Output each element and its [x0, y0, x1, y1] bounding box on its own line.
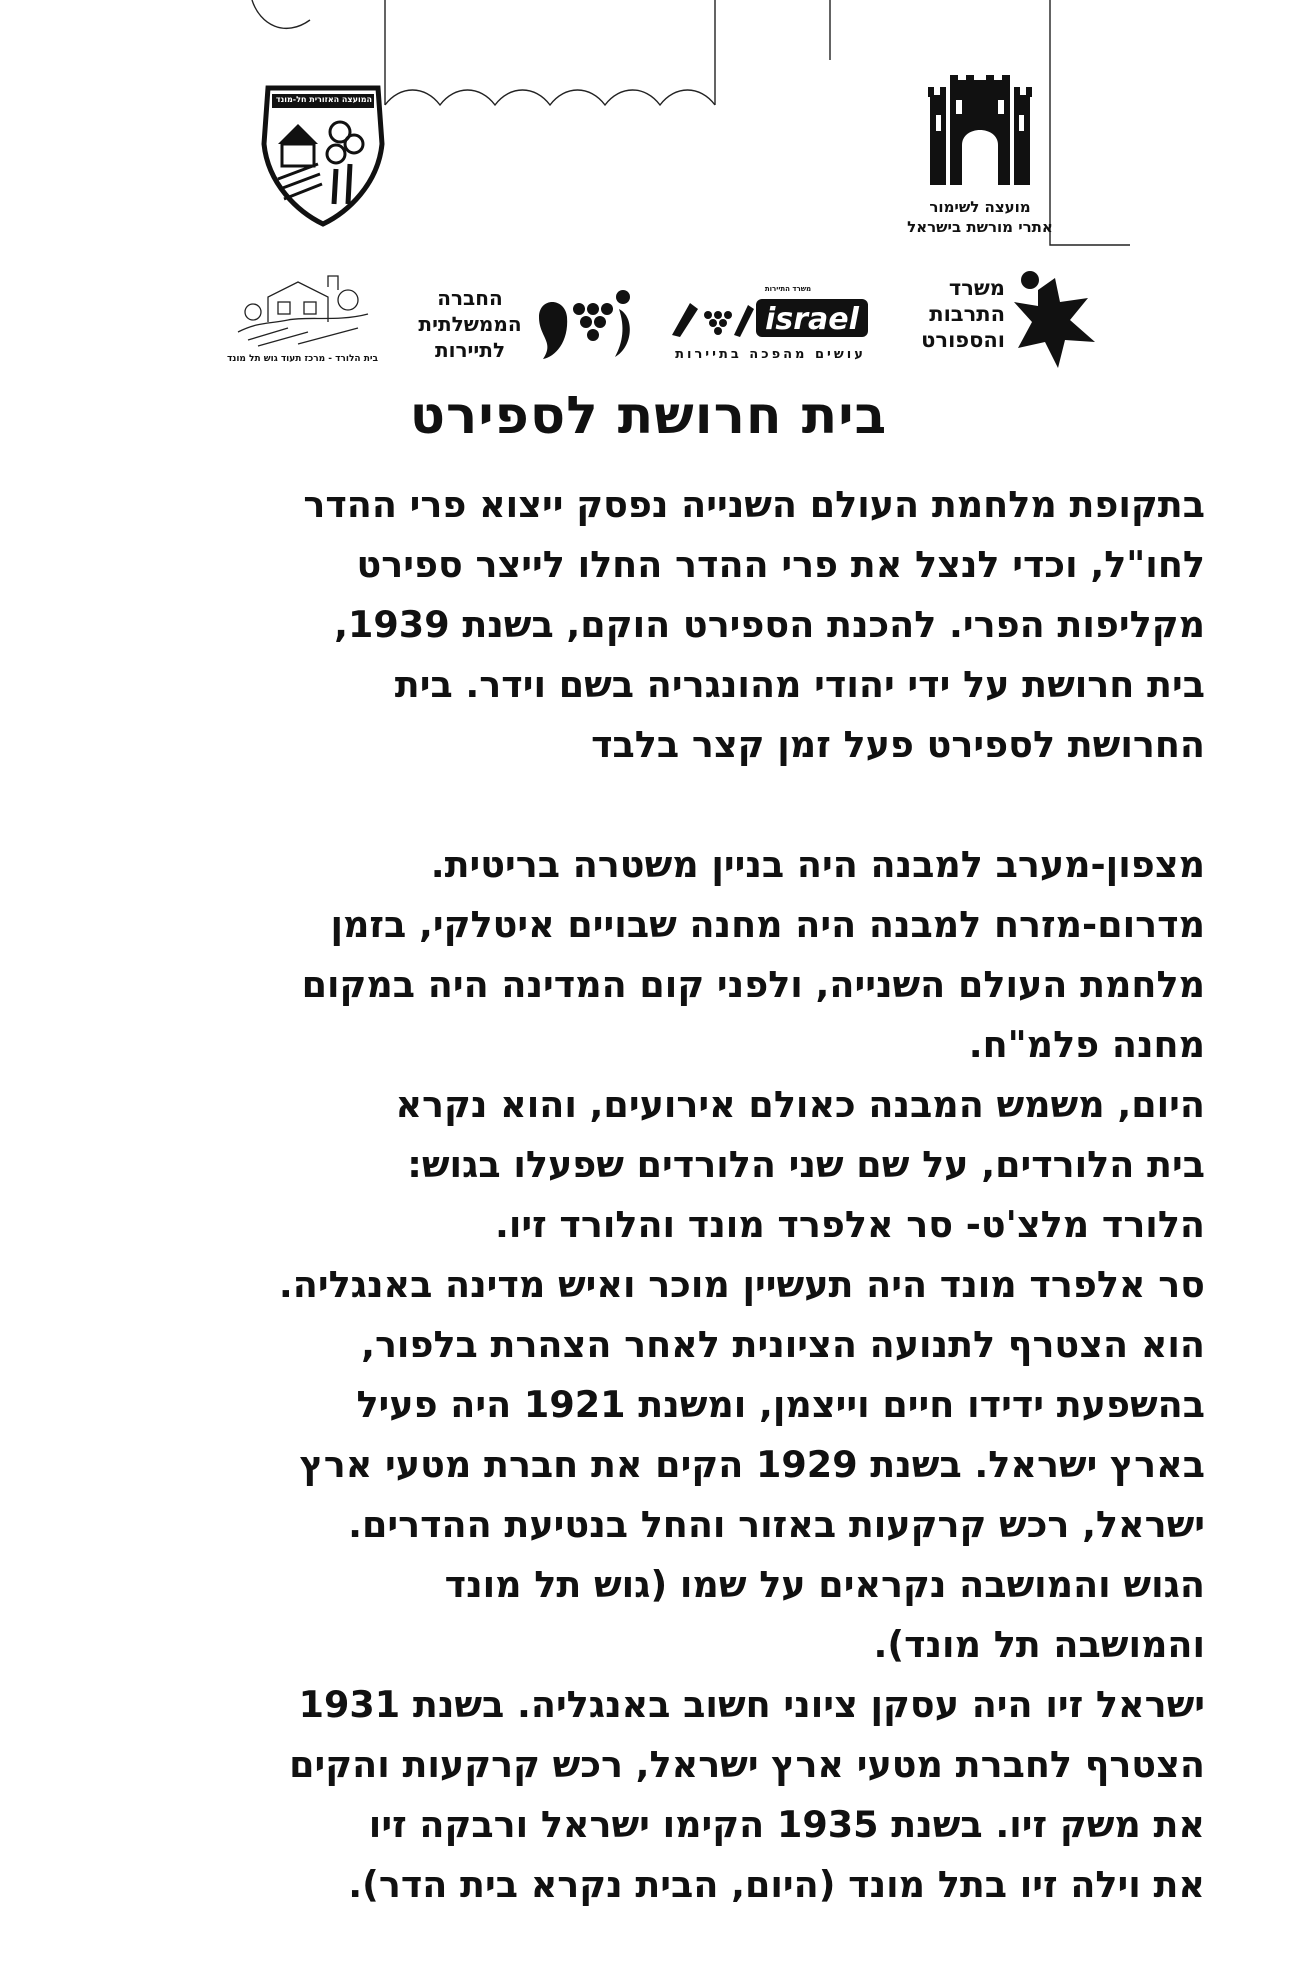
paragraph-gap: [115, 775, 1205, 835]
paragraph-lords-history: [115, 835, 1205, 1915]
text-line: מצפון-מערב למבנה היה בניין משטרה בריטית.: [430, 843, 1205, 886]
text-line: בהשפעת ידידו חיים וייצמן, ומשנת 1921 היה פעיל: [356, 1383, 1205, 1426]
ministry-name-2: התרבות: [929, 302, 1005, 326]
text-line: בית חרושת על ידי יהודי מהונגריה בשם וידר. בית: [394, 663, 1205, 706]
tourism-tagline: עושים מהפכה בתיירות: [675, 347, 866, 362]
text-line: הגוש והמושבה נקראים על שמו (גוש תל מונד: [444, 1563, 1205, 1606]
tourism-ministry-header: משרד התיירות: [764, 285, 812, 293]
text-line: מחנה פלמ"ח.: [968, 1023, 1205, 1066]
regional-council-banner: המועצה האזורית חל-מונד: [275, 95, 372, 104]
text-line: בתקופת מלחמת העולם השנייה נפסק ייצוא פרי ההדר: [303, 483, 1205, 526]
text-line: היום, משמש המבנה כאולם אירועים, והוא נקרא: [395, 1083, 1205, 1126]
article-body: [115, 475, 1205, 1915]
text-line: מקליפות הפרי. להכנת הספירט הוקם, בשנת 1939,: [334, 603, 1205, 646]
star-icon: [1010, 270, 1100, 370]
tourism-company-name-1: החברה: [437, 286, 503, 310]
text-line: ישראל זיו היה עסקן ציוני חשוב באנגליה. בשנת 1931: [298, 1683, 1205, 1726]
text-line: את וילה זיו בתל מונד (היום, הבית נקרא בית הדר).: [348, 1863, 1205, 1906]
sketch-house-icon: [228, 272, 378, 350]
heritage-council-caption-2: אתרי מורשת בישראל: [907, 218, 1053, 236]
text-line: בארץ ישראל. בשנת 1929 הקים את חברת מטעי ארץ: [299, 1443, 1205, 1486]
text-line: ישראל, רכש קרקעות באזור והחל בנטיעת ההדרים.: [348, 1503, 1205, 1546]
text-line: הלורד מלצ'ט- סר אלפרד מונד והלורד זיו.: [494, 1203, 1205, 1246]
castle-gate-icon: [900, 75, 1060, 195]
ministry-name-1: משרד: [948, 276, 1005, 300]
beit-halordim-logo: [228, 272, 378, 372]
ministry-culture-logo: [905, 268, 1100, 378]
text-line: את משק זיו. בשנת 1935 הקימו ישראל ורבקה זיו: [368, 1803, 1205, 1846]
text-line: סר אלפרד מונד היה תעשיין מוכר ואיש מדינה באנגליה.: [278, 1263, 1205, 1306]
beit-halordim-caption: בית הלורד - מרכז תעוד גוש תל מונד: [226, 354, 378, 364]
tourism-company-name-2: הממשלתית: [418, 312, 522, 336]
page-title: בית חרושת לספירט: [409, 386, 888, 446]
shield-icon: [258, 84, 388, 229]
text-line: הצטרף לחברת מטעי ארץ ישראל, רכש קרקעות והקים: [289, 1743, 1205, 1786]
paragraph-spirit-factory: [115, 475, 1205, 775]
text-line: מדרום-מזרח למבנה היה מחנה שבויים איטלקי, בזמן: [330, 903, 1205, 946]
heritage-council-caption-1: מועצה לשימור: [929, 198, 1031, 216]
government-tourism-company-logo: [410, 272, 635, 372]
tourism-company-name-3: לתיירות: [434, 338, 506, 362]
israel-wordmark-icon: [668, 295, 873, 345]
text-line: בית הלורדים, על שם שני הלורדים שפעלו בגוש:: [407, 1143, 1205, 1186]
israel-tourism-logo: [668, 285, 873, 365]
ministry-name-3: והספורט: [921, 328, 1005, 352]
heritage-council-logo: [900, 75, 1060, 245]
text-line: והמושבה תל מונד).: [873, 1623, 1205, 1666]
text-line: החרושת לספירט פעל זמן קצר בלבד: [591, 723, 1205, 766]
svg-text:israel: israel: [765, 302, 859, 337]
tourism-company-icon: [535, 287, 635, 367]
regional-council-logo: [258, 84, 388, 229]
text-line: הוא הצטרף לתנועה הציונית לאחר הצהרת בלפור,: [361, 1323, 1205, 1366]
text-line: מלחמת העולם השנייה, ולפני קום המדינה היה במקום: [301, 963, 1205, 1006]
text-line: לחו"ל, וכדי לנצל את פרי ההדר החלו לייצר ספירט: [356, 543, 1205, 586]
